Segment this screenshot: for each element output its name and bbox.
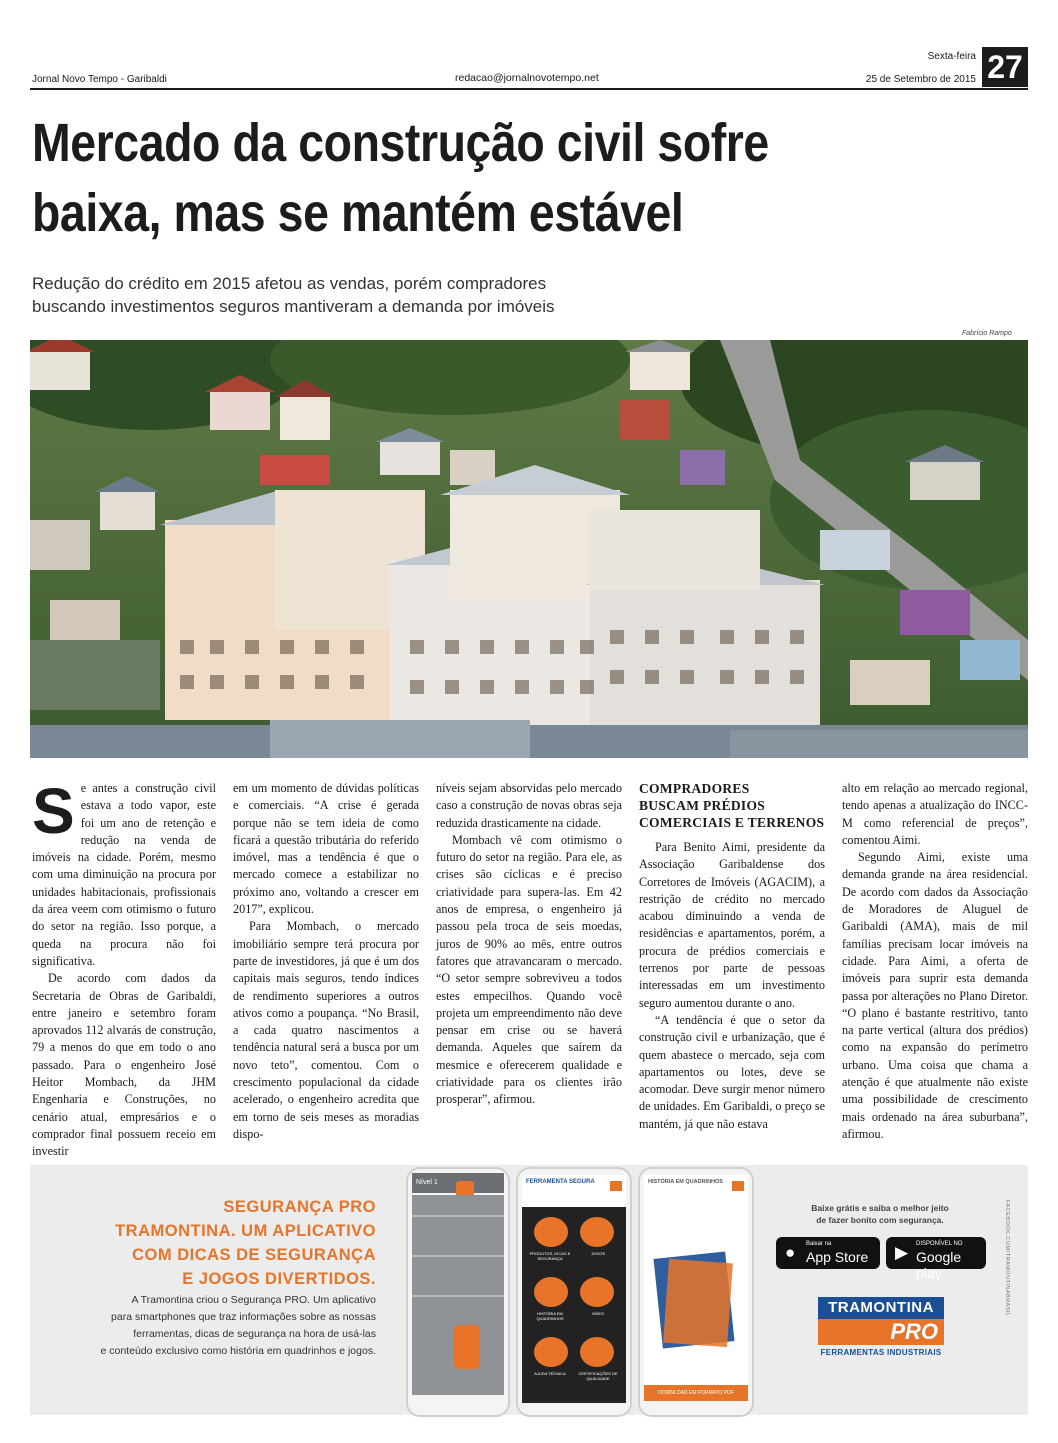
app-store-small-label: Baixar na <box>806 1241 832 1247</box>
issue-date: 25 de Setembro de 2015 <box>865 74 976 85</box>
ad-headline-line: SEGURANÇA PRO <box>223 1198 376 1216</box>
paragraph: Para Mombach, o mercado imobiliário sempre terá procura por parte de investidores, já que é um dos capitais mais seguros, tendo índices de rendimento superiores a outros ativos como a poupança. “No Brasil, a cada quatro nascimentos a tendência natural será a busca por um novo teto”, comentou. Com o crescimento populacional da cidade acelerado, o engenheiro acredita que em torno de seis meses as moradias dispo- <box>233 919 419 1141</box>
paragraph: Mombach vê com otimismo o futuro do setor na região. Para ele, as crises são cíclicas e é preciso criatividade para supera-las. Em 42 anos de empresa, o engenheiro já passou pela troca de seis moedas, juros de 90% ao mês, entre outros fatores que atravancaram o mercado. “O setor sempre sobreviveu a todos estes empecilhos. Quando você projeta um empreendimento não deve pensar em crise ou se haverá demanda. Aqueles que saírem da mesmice e oferecerem qualidade e criatividade para os clientes irão prosperar”, afirmou. <box>436 832 622 1107</box>
ad-body-line: A Tramontina criou o Segurança PRO. Um aplicativo <box>131 1294 376 1306</box>
comics-header: HISTÓRIA EM QUADRINHOS <box>644 1175 748 1209</box>
download-callout <box>774 1202 986 1226</box>
ad-headline-line: TRAMONTINA. UM APLICATIVO <box>115 1222 376 1240</box>
ad-body-line: para smartphones que traz informações sobre as nossas <box>111 1311 376 1323</box>
headline-line-2: baixa, mas se mantém estável <box>32 183 684 243</box>
google-play-label: Google play <box>916 1249 962 1281</box>
app-menu-grid <box>522 1207 626 1403</box>
header-rule <box>30 88 1028 90</box>
city-buildings-photo-illustration <box>30 340 1028 758</box>
menu-item-label: VÍDEO <box>591 1311 605 1316</box>
tech-help-icon[interactable] <box>534 1337 568 1367</box>
phone-mockup-comics <box>638 1167 754 1417</box>
drop-cap: S <box>32 775 75 847</box>
article-column-5 <box>842 780 1028 1143</box>
paragraph: Para Benito Aimi, presidente da Associação Garibaldense dos Corretores de Imóveis (AGACIM), a restrição de crédito no mercado acabou diminuindo a venda de residências e apartamentos, porém, a procura de prédios comerciais e terrenos por parte de pessoas interessadas em um investimento seguro aumentou durante o ano. <box>639 840 825 1010</box>
app-header: FERRAMENTA SEGURA <box>522 1175 626 1209</box>
subhead-line-1: Redução do crédito em 2015 afetou as vendas, porém compradores <box>32 274 547 293</box>
download-pdf-button[interactable]: DOWNLOAD EM FORMATO PDF <box>644 1385 748 1401</box>
article-column-1 <box>32 775 216 1161</box>
ad-body-line: e conteúdo exclusivo como história em quadrinhos e jogos. <box>100 1345 376 1357</box>
comics-screen <box>644 1205 748 1385</box>
ad-headline <box>90 1195 376 1291</box>
phone-mockup-game <box>406 1167 510 1417</box>
ad-body-line: ferramentas, dicas de segurança na hora de usá-las <box>133 1328 376 1340</box>
headline-line-1: Mercado da construção civil sofre <box>32 113 769 173</box>
google-play-small-label: DISPONÍVEL NO <box>916 1241 963 1247</box>
paragraph: níveis sejam absorvidas pelo mercado caso a construção de novas obras seja reduzida drasticamente na cidade. <box>436 781 622 830</box>
article-photo <box>30 340 1028 758</box>
subheadline <box>32 272 652 318</box>
paragraph: alto em relação ao mercado regional, tendo apenas a atualização do INCC-M como referencial de preços”, comentou Aimi. <box>842 781 1028 847</box>
tramontina-pro-logo <box>818 1297 944 1355</box>
menu-icon[interactable] <box>732 1181 744 1191</box>
menu-item-label: PRODUTOS, DICAS E SEGURANÇA <box>529 1251 571 1261</box>
certification-icon[interactable] <box>580 1337 614 1367</box>
article-column-4 <box>639 780 825 1133</box>
paragraph: De acordo com dados da Secretaria de Obras de Garibaldi, entre janeiro e setembro foram aprovados 112 alvarás de construção, 79 a menos do que em todo o ano passado. Para o engenheiro José Heitor Mombach, da JHM Engenharia e Construções, no cenário atual, empresários e o comprador final possuem receio em investir <box>32 971 216 1159</box>
paragraph: em um momento de dúvidas políticas e comerciais. “A crise é gerada porque não se tem ideia de como ficará a questão tributária do referido imóvel, mas a tendência é que o mercado comece a estabilizar no próximo ano, voltando a crescer em 2017”, explicou. <box>233 781 419 917</box>
callout-line: de fazer bonito com segurança. <box>816 1215 944 1225</box>
headline <box>32 108 875 248</box>
comics-icon[interactable] <box>534 1277 568 1307</box>
video-icon[interactable] <box>580 1277 614 1307</box>
ad-body-text <box>70 1292 376 1360</box>
safety-icon[interactable] <box>534 1217 568 1247</box>
app-store-label: App Store <box>806 1249 869 1265</box>
ad-headline-line: COM DICAS DE SEGURANÇA <box>132 1246 376 1264</box>
publication-name: Jornal Novo Tempo - Garibaldi <box>32 74 167 85</box>
callout-line: Baixe grátis e saiba o melhor jeito <box>811 1203 949 1213</box>
menu-item-label: HISTÓRIA EM QUADRINHOS <box>536 1311 564 1321</box>
brand-pro: PRO <box>818 1319 944 1345</box>
facebook-url: FACEBOOK.COM/TRAMONTINABRASIL <box>1004 1200 1010 1317</box>
brand-tagline: FERRAMENTAS INDUSTRIAIS <box>820 1348 942 1357</box>
article-column-3 <box>436 780 622 1109</box>
subheading-line: COMPRADORES <box>639 781 750 796</box>
subheading-line: BUSCAM PRÉDIOS <box>639 798 766 813</box>
menu-item-label: JOGOS <box>590 1251 605 1256</box>
phone-mockup-menu <box>516 1167 632 1417</box>
paragraph: “A tendência é que o setor da construção civil e urbanização, que é quem abastece o mercado, seja com apartamentos ou lotes, deve se acomodar. Deve surgir menor número de unidades. Em Garibaldi, o preço se mantém, já que não estava <box>639 1012 825 1131</box>
google-play-icon: ▶ <box>895 1243 909 1262</box>
game-screen <box>412 1195 504 1395</box>
subheading-line: COMERCIAIS E TERRENOS <box>639 815 825 830</box>
tool-icon <box>454 1325 480 1369</box>
apple-icon: ● <box>785 1243 796 1262</box>
page-number: 27 <box>982 47 1028 87</box>
game-level-label: Nível 1 <box>412 1173 504 1193</box>
menu-icon[interactable] <box>610 1181 622 1191</box>
app-store-button[interactable] <box>776 1237 880 1269</box>
section-subheading <box>639 780 825 831</box>
menu-item-label: AJUDA TÉCNICA <box>534 1371 566 1376</box>
subhead-line-2: buscando investimentos seguros mantiveram a demanda por imóveis <box>32 297 555 316</box>
brand-top: TRAMONTINA <box>818 1297 944 1319</box>
photo-credit: Fabrício Rampo <box>962 330 1012 337</box>
google-play-button[interactable] <box>886 1237 986 1281</box>
article-column-2 <box>233 780 419 1143</box>
ad-headline-line: E JOGOS DIVERTIDOS. <box>182 1270 376 1288</box>
paragraph: Segundo Aimi, existe uma demanda grande na área residencial. De acordo com dados da Associação de Moradores de Aluguel de Garibaldi (AMA), mais de mil famílias precisam locar imóveis na cidade. Para Aimi, a oferta de imóveis para suprir esta demanda passa por alterações no Plano Diretor. “O plano é bastante restritivo, tanto na parte vertical (altura dos prédios) como na expansão do perímetro urbano. Uma coisa que chama a atenção é que atualmente não existe uma possibilidade de crescimento mais ordenado na área suburbana”, afirmou. <box>842 850 1028 1141</box>
menu-item-label: CERTIFICAÇÕES DE QUALIDADE <box>578 1371 618 1381</box>
paragraph: e antes a construção civil estava a todo vapor, este foi um ano de retenção e redução na venda de imóveis na cidade. Porém, mesmo com uma diminuição na procura por unidades habitacionais, profissionais da área veem com otimismo o futuro do setor na região. Isso porque, a queda na procura não foi significativa. <box>32 781 216 968</box>
weekday: Sexta-feira <box>927 51 976 62</box>
newsroom-email[interactable]: redacao@jornalnovotempo.net <box>455 72 599 84</box>
games-icon[interactable] <box>580 1217 614 1247</box>
